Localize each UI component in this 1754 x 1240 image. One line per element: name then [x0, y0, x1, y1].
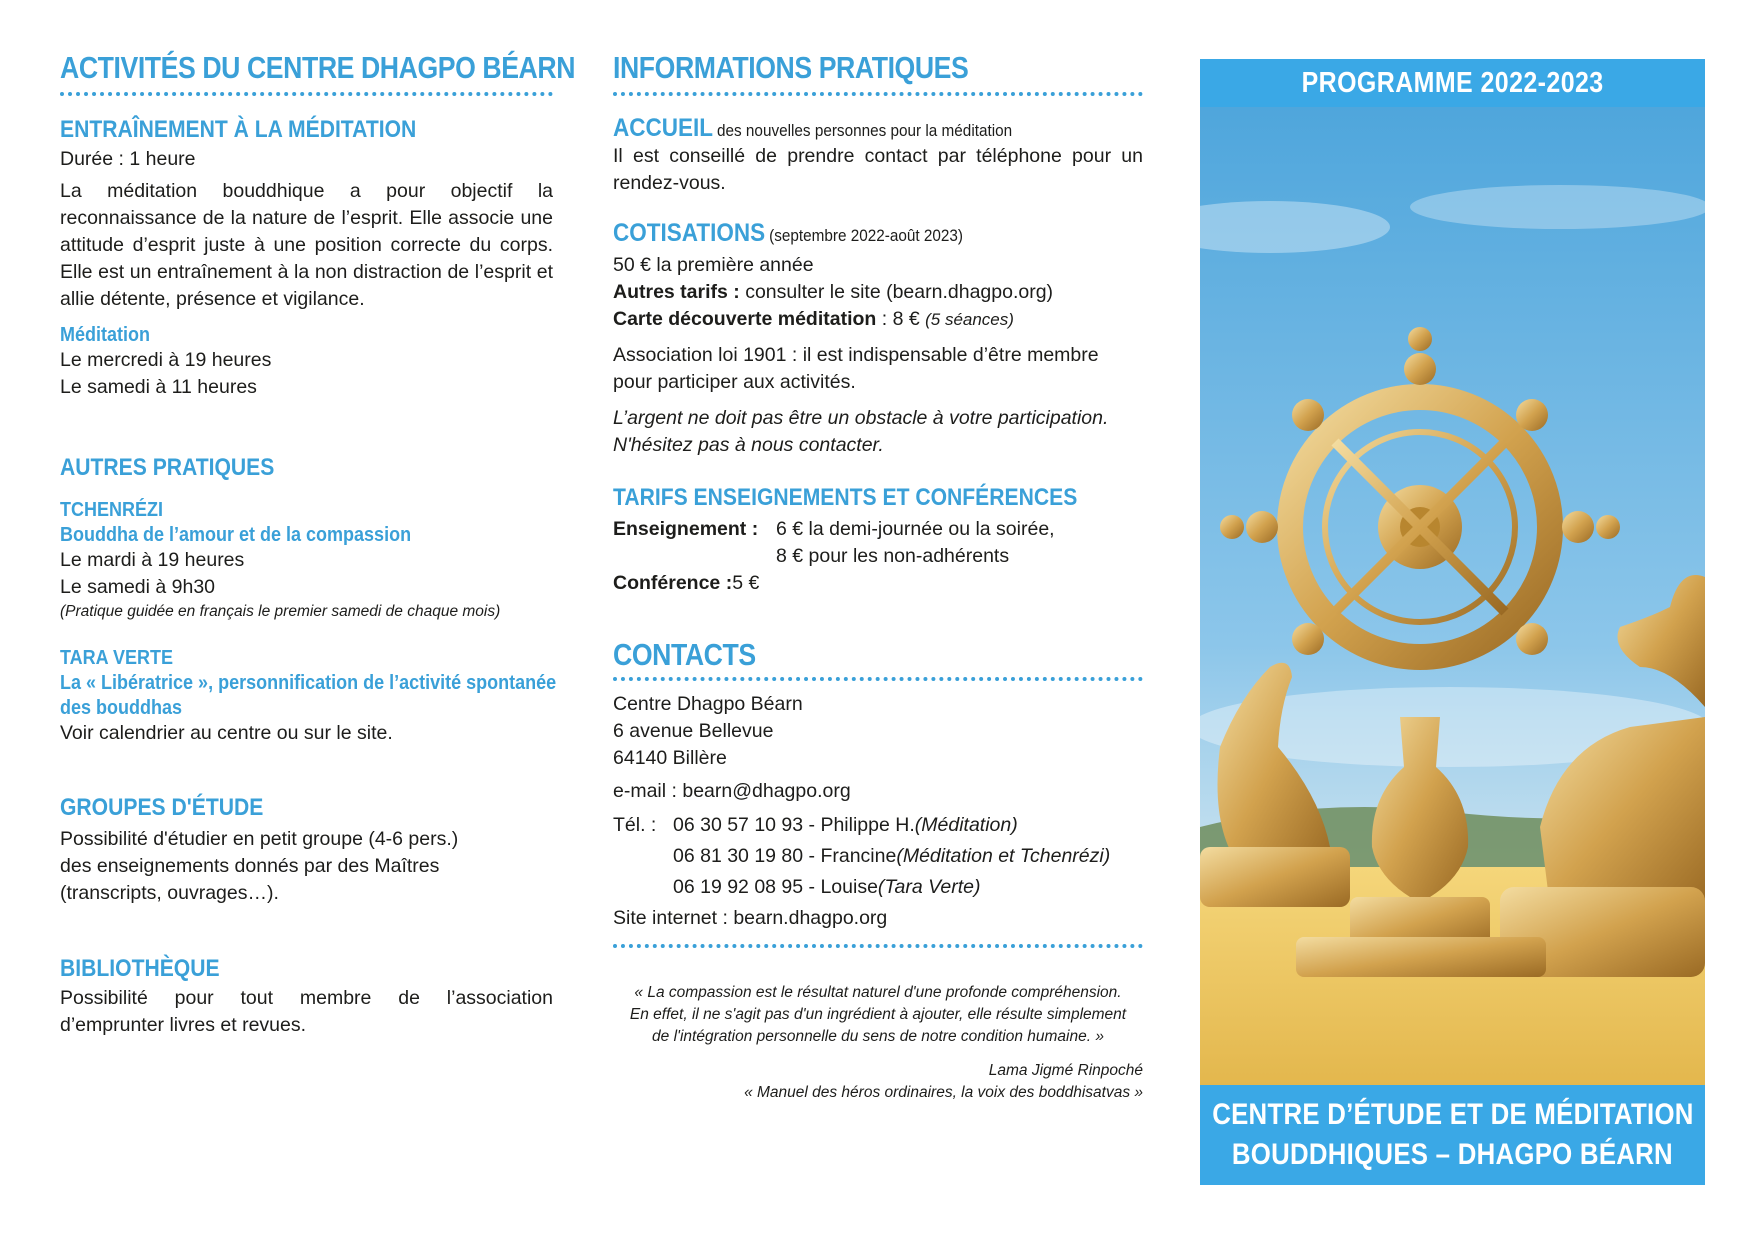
fees-association: Association loi 1901 : il est indispensable d’être membre pour participer aux activités.	[613, 344, 1099, 393]
tara-description-1: La « Libératrice », personnification de l’activité spontanée	[60, 672, 557, 694]
welcome-body: Il est conseillé de prendre contact par téléphone pour un rendez-vous.	[613, 145, 1143, 194]
conference-fee-row	[613, 570, 1143, 597]
contacts-bottom-divider	[613, 944, 1143, 948]
phone-number[interactable]: 06 19 92 08 95 - Louise	[673, 876, 878, 898]
quote-line-1: « La compassion est le résultat naturel d'une profonde compréhension.	[634, 984, 1122, 1001]
centre-band	[1200, 1085, 1705, 1185]
conference-fee-label: Conférence :	[613, 572, 733, 594]
quote-line-2: En effet, il ne s'agit pas d'un ingrédient à ajouter, elle résulte simplement	[629, 1006, 1127, 1023]
study-groups-title: GROUPES D'ÉTUDE	[60, 794, 264, 821]
tel-label: Tél. :	[613, 814, 657, 836]
welcome-heading	[613, 114, 1090, 143]
teaching-fee-values	[776, 516, 1055, 570]
quote-author: Lama Jigmé Rinpoché	[988, 1062, 1143, 1079]
fees-period: (septembre 2022-août 2023)	[769, 226, 964, 245]
contact-address-1: Centre Dhagpo Béarn	[613, 693, 803, 715]
fees-card	[613, 306, 1143, 333]
fees-card-value: : 8 €	[876, 308, 926, 330]
tara-info: Voir calendrier au centre ou sur le site.	[60, 722, 393, 744]
activities-column	[60, 50, 576, 1039]
quote-attribution	[613, 1060, 1143, 1104]
meditation-label: Méditation	[60, 324, 150, 346]
practical-info-divider	[613, 92, 1143, 96]
phone-role: (Tara Verte)	[877, 876, 981, 898]
cloud	[1410, 185, 1705, 229]
quote-block	[613, 982, 1143, 1048]
study-groups-line-1: Possibilité d'étudier en petit groupe (4-6 pers.)	[60, 828, 459, 850]
phone-row	[613, 810, 1143, 841]
tchenrezi-schedule-1: Le mardi à 19 heures	[60, 549, 245, 571]
fees-other-label: Autres tarifs :	[613, 281, 740, 303]
contact-phones	[613, 810, 1143, 903]
program-title: PROGRAMME 2022-2023	[1301, 66, 1604, 99]
meditation-training-title: ENTRAÎNEMENT À LA MÉDITATION	[60, 116, 417, 143]
teaching-fee-label: Enseignement :	[613, 518, 759, 540]
meditation-duration: Durée : 1 heure	[60, 148, 196, 170]
tchenrezi-schedule-2: Le samedi à 9h30	[60, 576, 216, 598]
fees-heading	[613, 219, 1090, 248]
contact-address-3: 64140 Billère	[613, 747, 727, 769]
practical-info-title: INFORMATIONS PRATIQUES	[613, 50, 969, 85]
activities-divider	[60, 92, 553, 96]
conference-fee-value: 5 €	[732, 572, 760, 594]
fees-other	[613, 279, 1143, 306]
contacts-divider	[613, 677, 1143, 681]
meditation-description: La méditation bouddhique a pour objectif la reconnaissance de la nature de l’esprit. Elle associe une attitude d’esprit juste à une position correcte du corps. Elle est un entraînement à la non distraction de l’esprit et allie détente, présence et vigilance.	[60, 180, 553, 310]
tara-description-2: des bouddhas	[60, 697, 183, 719]
contact-address-2: 6 avenue Bellevue	[613, 720, 774, 742]
contacts-title: CONTACTS	[613, 637, 756, 672]
other-practices-title: AUTRES PRATIQUES	[60, 454, 275, 481]
teaching-fee-row	[613, 516, 1143, 570]
meditation-schedule-1: Le mercredi à 19 heures	[60, 349, 272, 371]
teaching-fee-line-1: 6 € la demi-journée ou la soirée,	[776, 518, 1055, 540]
phone-role: (Méditation et Tchenrézi)	[896, 845, 1111, 867]
practical-info-column	[613, 50, 1143, 1104]
phone-number[interactable]: 06 81 30 19 80 - Francine	[673, 845, 897, 867]
tchenrezi-name: TCHENRÉZI	[60, 499, 164, 521]
fees-first-year: 50 € la première année	[613, 254, 814, 276]
centre-title-line-1: CENTRE D’ÉTUDE ET DE MÉDITATION	[1211, 1098, 1694, 1131]
phone-row	[613, 872, 1143, 903]
welcome-title: ACCUEIL	[613, 114, 713, 142]
fees-other-value: consulter le site (bearn.dhagpo.org)	[739, 281, 1054, 303]
welcome-subtitle: des nouvelles personnes pour la méditation	[717, 121, 1013, 140]
study-groups-line-2: des enseignements donnés par des Maîtres	[60, 855, 440, 877]
dharma-wheel-photo	[1200, 107, 1705, 1085]
fees-money-note: L’argent ne doit pas être un obstacle à votre participation. N'hésitez pas à nous contacter.	[613, 407, 1109, 456]
phone-role: (Méditation)	[914, 814, 1018, 836]
fees-card-note: (5 séances)	[925, 310, 1014, 329]
tara-name: TARA VERTE	[60, 647, 174, 669]
fees-card-label: Carte découverte méditation	[613, 308, 877, 330]
tchenrezi-note: (Pratique guidée en français le premier samedi de chaque mois)	[60, 603, 501, 620]
quote-line-3: de l'intégration personnelle du sens de notre condition humaine. »	[652, 1028, 1104, 1045]
library-title: BIBLIOTHÈQUE	[60, 955, 220, 982]
teaching-fee-line-2: 8 € pour les non-adhérents	[776, 545, 1010, 567]
contact-email[interactable]: e-mail : bearn@dhagpo.org	[613, 780, 851, 802]
cover-panel	[1200, 59, 1705, 1185]
program-band	[1200, 59, 1705, 107]
library-body: Possibilité pour tout membre de l’association d’emprunter livres et revues.	[60, 987, 553, 1036]
teaching-fees-title: TARIFS ENSEIGNEMENTS ET CONFÉRENCES	[613, 484, 1078, 511]
contact-website[interactable]: Site internet : bearn.dhagpo.org	[613, 907, 888, 929]
activities-title: ACTIVITÉS DU CENTRE DHAGPO BÉARN	[60, 50, 576, 85]
phone-row	[613, 841, 1143, 872]
centre-title-line-2: BOUDDHIQUES – DHAGPO BÉARN	[1231, 1138, 1674, 1171]
meditation-schedule-2: Le samedi à 11 heures	[60, 376, 257, 398]
quote-book: « Manuel des héros ordinaires, la voix des boddhisatvas »	[744, 1084, 1143, 1101]
study-groups-line-3: (transcripts, ouvrages…).	[60, 882, 279, 904]
phone-number[interactable]: 06 30 57 10 93 - Philippe H.	[673, 814, 915, 836]
fees-title: COTISATIONS	[613, 219, 766, 247]
tchenrezi-description: Bouddha de l’amour et de la compassion	[60, 524, 412, 546]
